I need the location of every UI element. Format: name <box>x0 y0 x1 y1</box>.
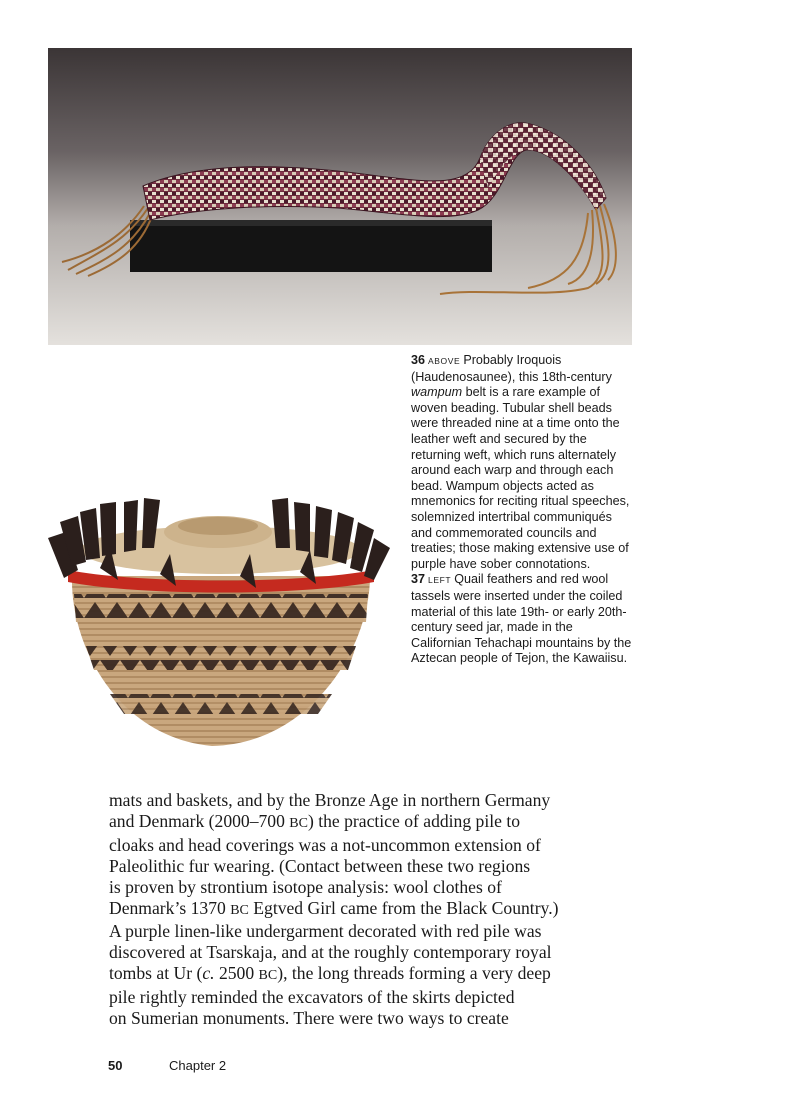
page-footer <box>108 1058 226 1073</box>
caption-text: Quail feathers and red wool tassels were inserted under the coiled material of this late 19th- or early 20th-century seed jar, made in the Californian Tehachapi mountains by the Aztecan people of Tejon, the Kawaiisu. <box>411 572 632 666</box>
page-number: 50 <box>108 1058 123 1073</box>
figure-number: 36 <box>411 353 426 367</box>
body-line: on Sumerian monuments. There were two ways to create <box>109 1008 509 1029</box>
small-caps-era: BC <box>258 968 278 984</box>
caption-text: belt is a rare example of woven beading. Tubular shell beads were threaded nine at a time onto the leather weft and secured by the returning weft, which runs alternately around each warp and through each bead. Wampum objects acted as mnemonics for reciting ritual speeches, solemnized intertribal communiqués and commemorated councils and treaties; those making extensive use of purple have sober connotations. <box>411 385 630 571</box>
wampum-belt-photo <box>48 48 632 345</box>
body-line: tombs at Ur (c. 2500 BC), the long threads forming a very deep <box>109 963 551 984</box>
figure-number: 37 <box>411 572 426 587</box>
body-line: mats and baskets, and by the Bronze Age in northern Germany <box>109 790 551 810</box>
caption-text: Probably Iroquois (Haudenosaunee), this 18th-century <box>411 353 612 384</box>
body-line: A purple linen-like undergarment decorated with red pile was <box>109 921 542 942</box>
caption-36 <box>411 353 633 572</box>
captions <box>411 353 633 667</box>
body-line: is proven by strontium isotope analysis: wool clothes of <box>109 876 502 897</box>
caption-37 <box>411 572 633 667</box>
body-line: discovered at Tsarskaja, and at the roughly contemporary royal <box>109 942 552 963</box>
body-line: cloaks and head coverings was a not-uncommon extension of <box>109 834 541 855</box>
body-line: pile rightly reminded the excavators of the skirts depicted <box>109 987 515 1008</box>
chapter-label: Chapter 2 <box>169 1058 227 1073</box>
body-line: Paleolithic fur wearing. (Contact between these two regions <box>109 855 531 876</box>
circa-abbrev: c. <box>202 963 215 984</box>
body-text <box>109 790 649 1029</box>
small-caps-era: BC <box>230 902 249 918</box>
figure-position: LEFT <box>428 575 452 586</box>
body-line: Denmark’s 1370 BC Egtved Girl came from the Black Country.) <box>109 897 559 918</box>
caption-italic-term: wampum <box>411 385 463 400</box>
display-stand <box>130 220 492 272</box>
seed-jar-basket-photo <box>40 498 395 756</box>
small-caps-era: BC <box>289 815 308 831</box>
body-line: and Denmark (2000–700 BC) the practice of adding pile to <box>109 810 521 831</box>
figure-position: ABOVE <box>428 356 461 366</box>
